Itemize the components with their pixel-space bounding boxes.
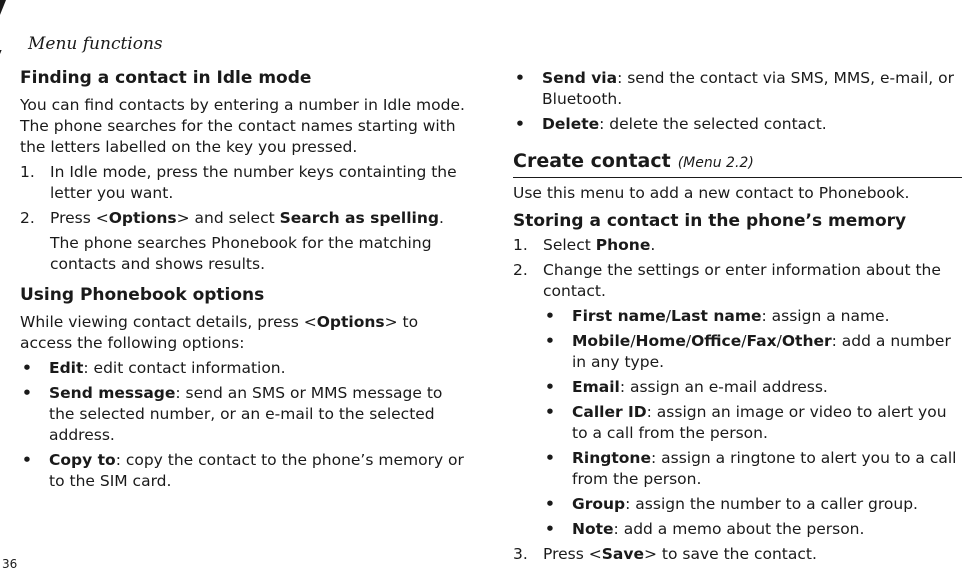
field-note: • Note: add a memo about the person. [545,520,865,538]
intro-paragraph: You can find contacts by entering a number in Idle mode. The phone searches for the contact names starting with the letters labelled on the key you pressed. [20,96,465,156]
left-column [20,66,468,492]
option-copy-to: • Copy to: copy the contact to the phone’s memory or to the SIM card. [22,451,464,490]
option-delete: • Delete: delete the selected contact. [515,115,827,133]
right-column [513,66,962,565]
field-caller-id: • Caller ID: assign an image or video to alert you to a call from the person. [545,403,947,442]
store-step-3: 3. Press <Save> to save the contact. [513,545,817,563]
step-1: 1. In Idle mode, press the number keys containting the letter you want. [20,163,457,202]
page-number: 36 [2,557,18,571]
steps-list [20,162,468,275]
store-step-1: 1. Select Phone. [513,236,656,254]
options-list-continued [513,68,962,135]
step-2-note: The phone searches Phonebook for the matching contacts and shows results. [50,234,432,273]
option-send-message: • Send message: send an SMS or MMS message to the selected number, or an e-mail to the selected address. [22,384,443,444]
store-step-2: 2. Change the settings or enter information about the contact. • First name/Last name: assign a name. • Mobile/Home/Office/Fax/Other: add a number in any type. • Email: assign an e-mail address. • Caller ID: assign an image or video to alert you to a call from the person. • Ringtone: assign a ringtone to alert you to a call from the person. • Group: assign the number to a caller group. • Note: add a memo about the person. [513,260,962,540]
field-name: • First name/Last name: assign a name. [545,307,890,325]
heading-storing-contact: Storing a contact in the phone’s memory [513,211,907,231]
options-list [20,358,468,492]
menu-reference: (Menu 2.2) [677,155,754,171]
contact-fields [543,306,962,540]
field-numbers: • Mobile/Home/Office/Fax/Other: add a number in any type. [545,332,951,371]
running-head: Menu functions [28,34,163,54]
field-group: • Group: assign the number to a caller group. [545,495,918,513]
options-intro: While viewing contact details, press <Options> to access the following options: [20,313,419,352]
heading-finding-contact: Finding a contact in Idle mode [20,68,312,88]
field-email: • Email: assign an e-mail address. [545,378,828,396]
field-ringtone: • Ringtone: assign a ringtone to alert you to a call from the person. [545,449,957,488]
heading-phonebook-options: Using Phonebook options [20,285,265,305]
section-create-contact: Create contact (Menu 2.2) [513,151,962,178]
storing-steps [513,235,962,565]
create-intro: Use this menu to add a new contact to Phonebook. [513,184,910,202]
option-send-via: • Send via: send the contact via SMS, MMS, e-mail, or Bluetooth. [515,69,955,108]
step-2: 2. Press <Options> and select Search as spelling. The phone searches Phonebook for the matching contacts and shows results. [20,208,468,275]
option-edit: • Edit: edit contact information. [22,359,286,377]
